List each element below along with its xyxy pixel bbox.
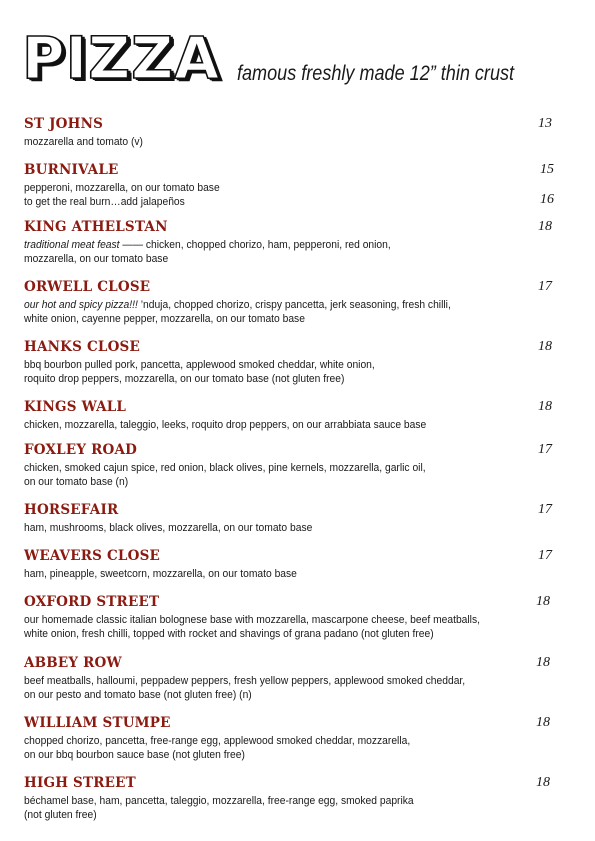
menu-item-horsefair: [24, 501, 554, 535]
pizza-name: HORSEFAIR: [24, 502, 119, 518]
pizza-price: 18: [536, 594, 550, 609]
menu-item-foxley-road: [24, 441, 554, 489]
pizza-price: 17: [538, 442, 552, 457]
pizza-description: mozzarella and tomato (v): [24, 136, 143, 148]
menu-item-orwell-close: [24, 278, 554, 326]
menu-item-william-stumpe: [24, 714, 554, 762]
pizza-price: 18: [538, 339, 552, 354]
menu-item-oxford-street: [24, 593, 554, 641]
pizza-name: ABBEY ROW: [24, 655, 122, 671]
pizza-name: OXFORD STREET: [24, 594, 160, 610]
menu-item-abbey-row: [24, 654, 554, 702]
pizza-name: HIGH STREET: [24, 775, 136, 791]
pizza-price: 13: [538, 116, 552, 131]
menu-header: [22, 26, 582, 96]
pizza-name: HANKS CLOSE: [24, 339, 140, 355]
menu-item-burnivale: [24, 161, 554, 209]
pizza-price: 15: [540, 162, 554, 177]
pizza-description: chopped chorizo, pancetta, free-range egg, applewood smoked cheddar, mozzarella, on our bbq bourbon sauce base (not gluten free): [24, 735, 411, 761]
pizza-name: BURNIVALE: [24, 162, 119, 178]
pizza-name: WILLIAM STUMPE: [24, 715, 171, 731]
pizza-price: 18: [536, 775, 550, 790]
menu-item-high-street: [24, 774, 554, 822]
pizza-name: FOXLEY ROAD: [24, 442, 138, 458]
pizza-price: 17: [538, 279, 552, 294]
pizza-price: 17: [538, 502, 552, 517]
pizza-price: 17: [538, 548, 552, 563]
pizza-description: bbq bourbon pulled pork, pancetta, applewood smoked cheddar, white onion, roquito drop peppers, mozzarella, on our tomato base (not gluten free): [24, 359, 375, 385]
pizza-description: our homemade classic italian bolognese base with mozzarella, mascarpone cheese, beef meatballs, white onion, fresh chilli, topped with rocket and shavings of grana padano (not gluten free): [24, 614, 480, 640]
pizza-name: ORWELL CLOSE: [24, 279, 151, 295]
menu-item-weavers-close: [24, 547, 554, 581]
pizza-description: béchamel base, ham, pancetta, taleggio, mozzarella, free-range egg, smoked paprika (not gluten free): [24, 795, 414, 821]
pizza-description: ham, pineapple, sweetcorn, mozzarella, on our tomato base: [24, 568, 297, 580]
pizza-name: KINGS WALL: [24, 399, 127, 415]
page-title: PIZZA: [22, 24, 221, 92]
pizza-price: 18: [538, 399, 552, 414]
pizza-description: traditional meat feast —— chicken, chopped chorizo, ham, pepperoni, red onion, mozzarella, on our tomato base: [24, 239, 391, 265]
menu-item-st-johns: [24, 115, 554, 149]
tagline: famous freshly made 12” thin crust: [237, 62, 515, 85]
pizza-description: our hot and spicy pizza!!! ’nduja, chopped chorizo, crispy pancetta, jerk seasoning, fresh chilli, white onion, cayenne pepper, mozzarella, on our tomato base: [24, 299, 451, 325]
pizza-description: ham, mushrooms, black olives, mozzarella, on our tomato base: [24, 522, 313, 534]
pizza-price: 18: [538, 219, 552, 234]
menu-item-kings-wall: [24, 398, 554, 432]
pizza-name: WEAVERS CLOSE: [24, 548, 161, 564]
pizza-description: chicken, smoked cajun spice, red onion, black olives, pine kernels, mozzarella, garlic oil, on our tomato base (n): [24, 462, 426, 488]
pizza-description: pepperoni, mozzarella, on our tomato base to get the real burn…add jalapeños: [24, 182, 220, 208]
pizza-description: chicken, mozzarella, taleggio, leeks, roquito drop peppers, on our arrabbiata sauce base: [24, 419, 427, 431]
pizza-description: beef meatballs, halloumi, peppadew peppers, fresh yellow peppers, applewood smoked cheddar, on our pesto and tomato base (not gluten free) (n): [24, 675, 466, 701]
jalapeno-addon-price: 16: [540, 192, 554, 207]
pizza-price: 18: [536, 655, 550, 670]
pizza-name: ST JOHNS: [24, 116, 104, 132]
pizza-price: 18: [536, 715, 550, 730]
menu-item-hanks-close: [24, 338, 554, 386]
pizza-name: KING ATHELSTAN: [24, 219, 168, 235]
menu-item-king-athelstan: [24, 218, 554, 266]
